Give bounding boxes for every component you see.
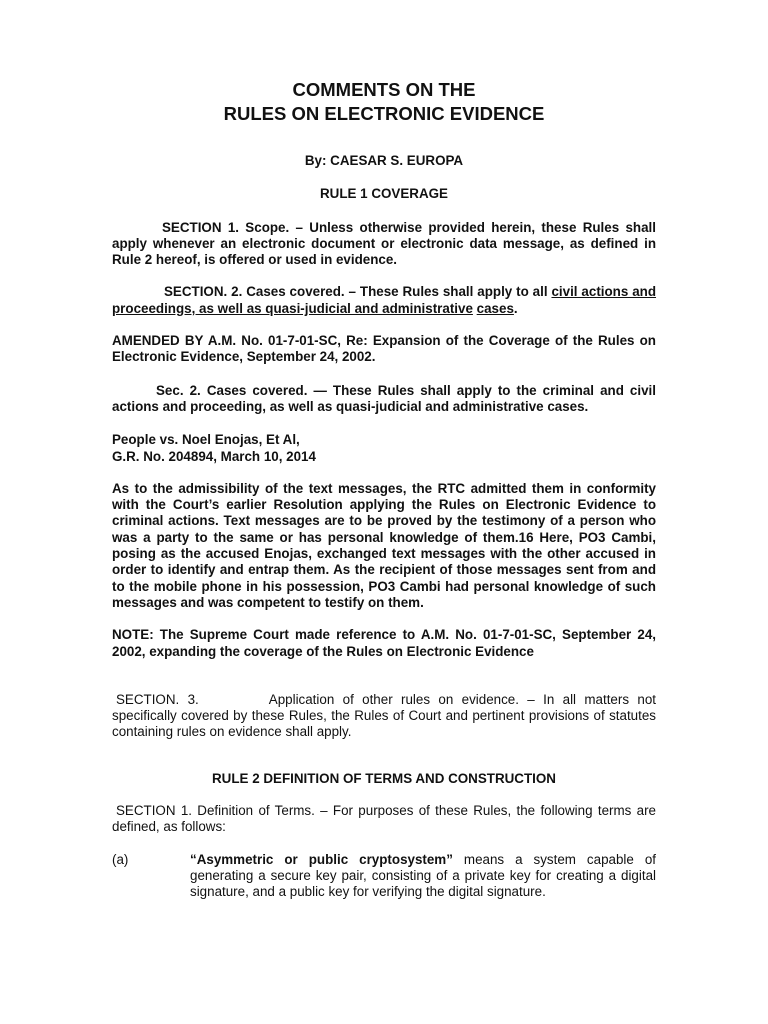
rule1-heading: RULE 1 COVERAGE (320, 186, 448, 202)
title-line-1: COMMENTS ON THE (292, 79, 476, 100)
definition-a-label: (a) (112, 851, 129, 867)
case-name: People vs. Noel Enojas, Et Al, (112, 432, 300, 448)
amendment-note: AMENDED BY A.M. No. 01-7-01-SC, Re: Expansion of the Coverage of the Rules on Electronic Evidence, September 24, 2002. (112, 333, 656, 365)
rule1-section1-scope: SECTION 1. Scope. – Unless otherwise provided herein, these Rules shall apply whenever an electronic document or electronic data message, as defined in Rule 2 hereof, is offered or used in evidence. (112, 219, 656, 268)
case-citation (112, 432, 656, 465)
rule1-section2-cases-covered (112, 284, 656, 317)
title-line-2: RULES ON ELECTRONIC EVIDENCE (223, 103, 545, 124)
definition-a-text: means a system capable of generating a secure key pair, consisting of a private key for creating a digital signature, and a public key for verifying the digital signature. (190, 851, 656, 900)
section3-text: Application of other rules on evidence. – In all matters not specifically covered by these Rules, the Rules of Court and pertinent provisions of statutes containing rules on evidence shall apply. (112, 691, 656, 740)
author-line: By: CAESAR S. EUROPA (304, 153, 464, 168)
definition-a-body (190, 852, 656, 901)
section2-underlined-cases: cases (476, 300, 514, 316)
rule1-section3 (112, 692, 656, 741)
definition-a-term: “Asymmetric or public cryptosystem” (190, 851, 453, 867)
section3-label: SECTION. 3. (116, 691, 199, 707)
amended-section2: Sec. 2. Cases covered. — These Rules shall apply to the criminal and civil actions and proceeding, as well as quasi-judicial and administrative cases. (112, 382, 656, 414)
section2-end: . (513, 300, 518, 316)
section2-prefix: SECTION. 2. Cases covered. – These Rules shall apply to all (164, 284, 552, 300)
rule2-section1: SECTION 1. Definition of Terms. – For purposes of these Rules, the following terms are defined, as follows: (112, 803, 656, 835)
case-discussion: As to the admissibility of the text messages, the RTC admitted them in conformity with the Court’s earlier Resolution applying the Rules on Electronic Evidence to criminal actions. Text messages are to be proved by the testimony of a person who was a party to the same or has personal knowledge of them.16 Here, PO3 Cambi, posing as the accused Enojas, exchanged text messages with the other accused in order to identify and entrap them. As the recipient of those messages sent from and to the mobile phone in his possession, PO3 Cambi had personal knowledge of such messages and was competent to testify on them. (112, 480, 656, 610)
definition-a (112, 852, 656, 901)
section2-underlined-civil: civil actions and proceedings, as well as quasi-judicial and administrative (112, 284, 657, 316)
rule2-heading: RULE 2 DEFINITION OF TERMS AND CONSTRUCTION (212, 770, 556, 786)
case-gr-number: G.R. No. 204894, March 10, 2014 (112, 448, 316, 464)
document-title (112, 78, 656, 126)
supreme-court-note: NOTE: The Supreme Court made reference to A.M. No. 01-7-01-SC, September 24, 2002, expanding the coverage of the Rules on Electronic Evidence (112, 627, 656, 659)
